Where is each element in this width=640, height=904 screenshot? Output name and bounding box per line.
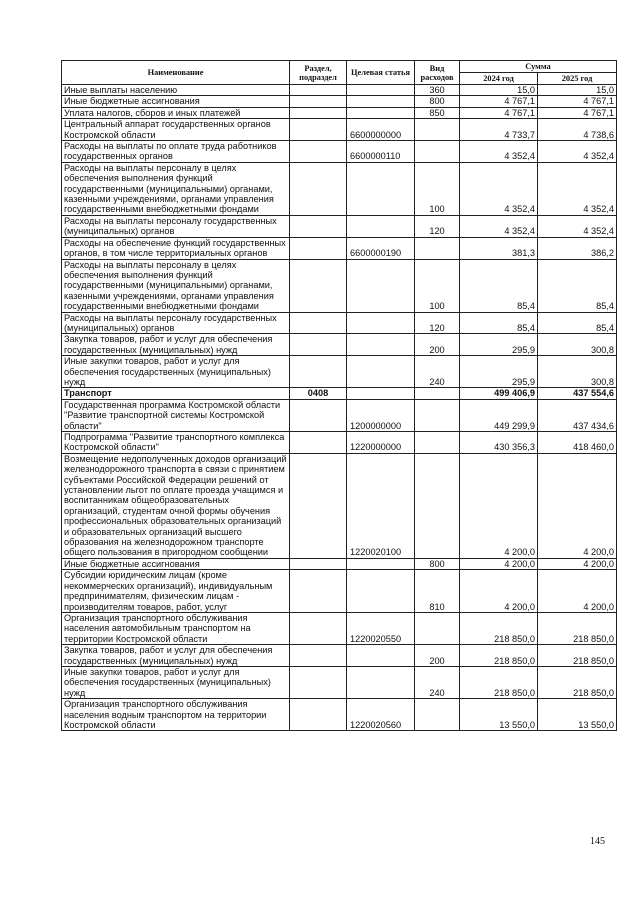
cell-target bbox=[347, 107, 415, 118]
cell-target bbox=[347, 388, 415, 399]
cell-2025: 4 738,6 bbox=[538, 119, 617, 141]
cell-kind bbox=[415, 699, 460, 731]
cell-kind: 850 bbox=[415, 107, 460, 118]
cell-target: 1220000000 bbox=[347, 432, 415, 454]
cell-2024: 13 550,0 bbox=[460, 699, 538, 731]
cell-kind: 100 bbox=[415, 162, 460, 215]
cell-section bbox=[290, 312, 347, 334]
cell-2025: 218 850,0 bbox=[538, 612, 617, 644]
cell-kind bbox=[415, 388, 460, 399]
cell-name: Государственная программа Костромской области "Развитие транспортной системы Костромской области" bbox=[62, 399, 290, 431]
header-target: Целевая статья bbox=[347, 61, 415, 85]
cell-2025: 4 352,4 bbox=[538, 141, 617, 163]
cell-2024: 4 200,0 bbox=[460, 558, 538, 569]
cell-2024: 430 356,3 bbox=[460, 432, 538, 454]
cell-2025: 4 200,0 bbox=[538, 570, 617, 613]
cell-name: Возмещение недополученных доходов организаций железнодорожного транспорта в связи с принятием субъектами Российской Федерации решений от установлении льгот по оплате проезда учащимся и воспитанникам общеобразовательных организаций, студентам очной формы обучения профессиональных образовательных организаций и образовательных организаций высшего образования на железнодорожном транспорте общего пользования в пригородном сообщении bbox=[62, 453, 290, 558]
header-2025: 2025 год bbox=[538, 73, 617, 85]
table-row bbox=[62, 162, 617, 215]
header-kind: Вид расходов bbox=[415, 61, 460, 85]
header-section: Раздел, подраздел bbox=[290, 61, 347, 85]
cell-name: Подпрограмма "Развитие транспортного комплекса Костромской области" bbox=[62, 432, 290, 454]
cell-section bbox=[290, 119, 347, 141]
cell-2025: 300,8 bbox=[538, 334, 617, 356]
cell-target: 1200000000 bbox=[347, 399, 415, 431]
cell-section bbox=[290, 645, 347, 667]
cell-name: Расходы на выплаты персоналу государственных (муниципальных) органов bbox=[62, 215, 290, 237]
cell-target bbox=[347, 356, 415, 388]
cell-name: Закупка товаров, работ и услуг для обеспечения государственных (муниципальных) нужд bbox=[62, 334, 290, 356]
cell-kind bbox=[415, 399, 460, 431]
cell-section: 0408 bbox=[290, 388, 347, 399]
cell-kind bbox=[415, 432, 460, 454]
cell-target bbox=[347, 558, 415, 569]
cell-2024: 295,9 bbox=[460, 334, 538, 356]
cell-section bbox=[290, 453, 347, 558]
cell-kind bbox=[415, 119, 460, 141]
table-body bbox=[62, 85, 617, 731]
cell-kind: 200 bbox=[415, 645, 460, 667]
cell-2025: 4 767,1 bbox=[538, 107, 617, 118]
cell-section bbox=[290, 399, 347, 431]
cell-kind bbox=[415, 612, 460, 644]
table-row bbox=[62, 107, 617, 118]
cell-2024: 4 733,7 bbox=[460, 119, 538, 141]
table-row bbox=[62, 119, 617, 141]
cell-target: 1220020550 bbox=[347, 612, 415, 644]
cell-target: 1220020100 bbox=[347, 453, 415, 558]
page-number: 145 bbox=[590, 836, 605, 847]
cell-target bbox=[347, 85, 415, 96]
cell-2025: 85,4 bbox=[538, 259, 617, 312]
cell-name: Организация транспортного обслуживания населения автомобильным транспортом на территории Костромской области bbox=[62, 612, 290, 644]
table-row bbox=[62, 85, 617, 96]
cell-2025: 13 550,0 bbox=[538, 699, 617, 731]
cell-kind: 240 bbox=[415, 666, 460, 698]
cell-kind: 810 bbox=[415, 570, 460, 613]
table-row bbox=[62, 96, 617, 107]
cell-name: Иные закупки товаров, работ и услуг для обеспечения государственных (муниципальных) нужд bbox=[62, 666, 290, 698]
cell-target bbox=[347, 645, 415, 667]
cell-2025: 418 460,0 bbox=[538, 432, 617, 454]
cell-name: Организация транспортного обслуживания населения водным транспортом на территории Костромской области bbox=[62, 699, 290, 731]
cell-2024: 4 352,4 bbox=[460, 162, 538, 215]
cell-2025: 85,4 bbox=[538, 312, 617, 334]
cell-kind bbox=[415, 453, 460, 558]
table-row bbox=[62, 432, 617, 454]
header-name: Наименование bbox=[62, 61, 290, 85]
cell-target bbox=[347, 96, 415, 107]
cell-section bbox=[290, 666, 347, 698]
cell-2025: 4 352,4 bbox=[538, 215, 617, 237]
cell-target bbox=[347, 334, 415, 356]
cell-2025: 4 200,0 bbox=[538, 558, 617, 569]
table-row bbox=[62, 570, 617, 613]
cell-section bbox=[290, 356, 347, 388]
table-row bbox=[62, 453, 617, 558]
cell-2024: 15,0 bbox=[460, 85, 538, 96]
cell-2025: 386,2 bbox=[538, 237, 617, 259]
table-row bbox=[62, 645, 617, 667]
cell-section bbox=[290, 85, 347, 96]
cell-2024: 85,4 bbox=[460, 312, 538, 334]
cell-name: Субсидии юридическим лицам (кроме некоммерческих организаций), индивидуальным предпринимателям, физическим лицам - производителям товаров, работ, услуг bbox=[62, 570, 290, 613]
cell-name: Расходы на выплаты по оплате труда работников государственных органов bbox=[62, 141, 290, 163]
cell-target bbox=[347, 570, 415, 613]
cell-kind bbox=[415, 141, 460, 163]
cell-2024: 381,3 bbox=[460, 237, 538, 259]
cell-2025: 437 434,6 bbox=[538, 399, 617, 431]
cell-name: Закупка товаров, работ и услуг для обеспечения государственных (муниципальных) нужд bbox=[62, 645, 290, 667]
cell-name: Иные бюджетные ассигнования bbox=[62, 558, 290, 569]
table-row bbox=[62, 141, 617, 163]
cell-2025: 4 352,4 bbox=[538, 162, 617, 215]
table-row bbox=[62, 612, 617, 644]
cell-2024: 4 352,4 bbox=[460, 141, 538, 163]
cell-2024: 4 200,0 bbox=[460, 453, 538, 558]
table-row bbox=[62, 259, 617, 312]
cell-section bbox=[290, 96, 347, 107]
cell-target: 6600000110 bbox=[347, 141, 415, 163]
cell-name: Транспорт bbox=[62, 388, 290, 399]
cell-name: Иные выплаты населению bbox=[62, 85, 290, 96]
cell-name: Уплата налогов, сборов и иных платежей bbox=[62, 107, 290, 118]
cell-section bbox=[290, 570, 347, 613]
header-2024: 2024 год bbox=[460, 73, 538, 85]
cell-2024: 499 406,9 bbox=[460, 388, 538, 399]
cell-2025: 15,0 bbox=[538, 85, 617, 96]
cell-section bbox=[290, 237, 347, 259]
cell-section bbox=[290, 162, 347, 215]
table-row bbox=[62, 558, 617, 569]
cell-section bbox=[290, 141, 347, 163]
table-row bbox=[62, 356, 617, 388]
table-row bbox=[62, 399, 617, 431]
cell-target: 1220020560 bbox=[347, 699, 415, 731]
cell-2025: 4 200,0 bbox=[538, 453, 617, 558]
cell-kind: 800 bbox=[415, 96, 460, 107]
cell-name: Расходы на обеспечение функций государственных органов, в том числе территориальных органов bbox=[62, 237, 290, 259]
cell-kind: 120 bbox=[415, 215, 460, 237]
cell-section bbox=[290, 612, 347, 644]
cell-2025: 4 767,1 bbox=[538, 96, 617, 107]
cell-2024: 4 767,1 bbox=[460, 96, 538, 107]
table-row bbox=[62, 312, 617, 334]
cell-2025: 300,8 bbox=[538, 356, 617, 388]
cell-2024: 295,9 bbox=[460, 356, 538, 388]
cell-kind: 240 bbox=[415, 356, 460, 388]
cell-2024: 4 352,4 bbox=[460, 215, 538, 237]
cell-2024: 85,4 bbox=[460, 259, 538, 312]
cell-2024: 449 299,9 bbox=[460, 399, 538, 431]
cell-section bbox=[290, 259, 347, 312]
cell-2024: 218 850,0 bbox=[460, 645, 538, 667]
cell-section bbox=[290, 699, 347, 731]
cell-section bbox=[290, 558, 347, 569]
table-header bbox=[62, 61, 617, 85]
cell-name: Иные закупки товаров, работ и услуг для обеспечения государственных (муниципальных) нужд bbox=[62, 356, 290, 388]
cell-section bbox=[290, 432, 347, 454]
table-row bbox=[62, 237, 617, 259]
cell-name: Центральный аппарат государственных органов Костромской области bbox=[62, 119, 290, 141]
table-row bbox=[62, 388, 617, 399]
budget-table bbox=[61, 60, 617, 731]
cell-name: Расходы на выплаты персоналу государственных (муниципальных) органов bbox=[62, 312, 290, 334]
table-row bbox=[62, 666, 617, 698]
cell-target bbox=[347, 312, 415, 334]
cell-section bbox=[290, 107, 347, 118]
cell-section bbox=[290, 334, 347, 356]
cell-target bbox=[347, 259, 415, 312]
cell-target bbox=[347, 666, 415, 698]
cell-2025: 218 850,0 bbox=[538, 666, 617, 698]
cell-kind: 200 bbox=[415, 334, 460, 356]
table-row bbox=[62, 699, 617, 731]
cell-2025: 218 850,0 bbox=[538, 645, 617, 667]
cell-target bbox=[347, 162, 415, 215]
table-row bbox=[62, 215, 617, 237]
cell-2025: 437 554,6 bbox=[538, 388, 617, 399]
cell-kind: 800 bbox=[415, 558, 460, 569]
cell-kind: 120 bbox=[415, 312, 460, 334]
cell-section bbox=[290, 215, 347, 237]
cell-target: 6600000190 bbox=[347, 237, 415, 259]
cell-kind: 360 bbox=[415, 85, 460, 96]
header-sum: Сумма bbox=[460, 61, 617, 73]
cell-2024: 4 200,0 bbox=[460, 570, 538, 613]
table-row bbox=[62, 334, 617, 356]
cell-2024: 218 850,0 bbox=[460, 612, 538, 644]
cell-2024: 218 850,0 bbox=[460, 666, 538, 698]
cell-name: Расходы на выплаты персоналу в целях обеспечения выполнения функций государственными (муниципальными) органами, казенными учреждениями, органами управления государственными внебюджетными фондами bbox=[62, 162, 290, 215]
cell-target: 6600000000 bbox=[347, 119, 415, 141]
cell-name: Иные бюджетные ассигнования bbox=[62, 96, 290, 107]
cell-kind: 100 bbox=[415, 259, 460, 312]
cell-2024: 4 767,1 bbox=[460, 107, 538, 118]
cell-target bbox=[347, 215, 415, 237]
cell-kind bbox=[415, 237, 460, 259]
cell-name: Расходы на выплаты персоналу в целях обеспечения выполнения функций государственными (муниципальными) органами, казенными учреждениями, органами управления государственными внебюджетными фондами bbox=[62, 259, 290, 312]
